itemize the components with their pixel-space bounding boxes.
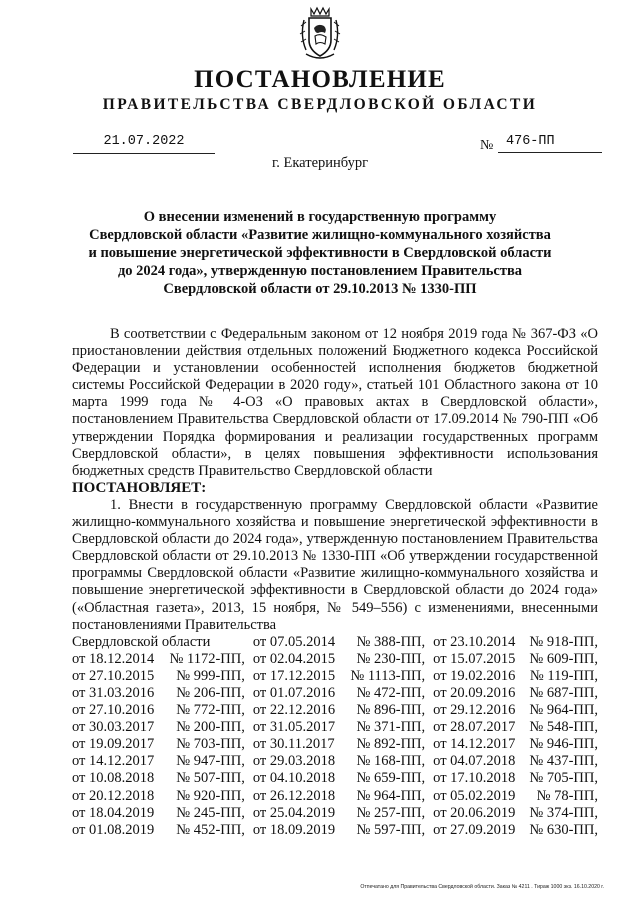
decree-date: от 20.12.2018 bbox=[72, 787, 155, 804]
decree-date: от 28.07.2017 bbox=[433, 719, 516, 736]
decree-date: от 01.07.2016 bbox=[252, 684, 336, 701]
decree-date: от 14.12.2017 bbox=[72, 753, 155, 770]
document-number-field bbox=[498, 131, 602, 153]
decree-date: от 27.10.2016 bbox=[72, 702, 155, 719]
decree-number: № 687-ПП, bbox=[529, 684, 598, 701]
decree-row bbox=[72, 805, 598, 822]
decree-date: от 05.02.2019 bbox=[433, 787, 516, 804]
decree-number: № 705-ПП, bbox=[529, 770, 598, 787]
decree-number: № 200-ПП, bbox=[176, 719, 245, 736]
decree-row bbox=[72, 702, 598, 719]
decree-date: от 31.03.2016 bbox=[72, 684, 155, 701]
decree-number: № 548-ПП, bbox=[529, 719, 598, 736]
decree-number: № 371-ПП, bbox=[356, 719, 426, 736]
document-body bbox=[72, 326, 598, 839]
title-line: Свердловской области от 29.10.2013 № 1330-ПП bbox=[163, 281, 477, 297]
decree-number: № 920-ПП, bbox=[176, 787, 245, 804]
decree-number: № 507-ПП, bbox=[176, 770, 245, 787]
print-note: Отпечатано для Правительства Свердловской области. Заказ № 4211 . Тираж 1000 экз. 16.10.2020 г. bbox=[360, 884, 604, 890]
decree-number: № 999-ПП, bbox=[176, 667, 245, 684]
decree-date: от 27.09.2019 bbox=[433, 821, 516, 838]
decree-date: от 23.10.2014 bbox=[433, 633, 516, 650]
decree-date: от 18.04.2019 bbox=[72, 804, 155, 821]
decree-date: от 25.04.2019 bbox=[252, 804, 336, 821]
decree-number: № 1113-ПП, bbox=[350, 667, 426, 684]
decree-number: № 452-ПП, bbox=[176, 821, 245, 838]
decree-row bbox=[72, 788, 598, 805]
decree-row bbox=[72, 668, 598, 685]
decree-number: № 1172-ПП, bbox=[169, 650, 245, 667]
decree-date: от 04.10.2018 bbox=[252, 770, 336, 787]
decree-date: от 10.08.2018 bbox=[72, 770, 155, 787]
decree-date: от 26.12.2018 bbox=[252, 787, 336, 804]
decree-list bbox=[72, 634, 598, 839]
decree-date: от 19.02.2016 bbox=[433, 667, 516, 684]
decree-date: от 18.09.2019 bbox=[252, 821, 336, 838]
document-title bbox=[80, 208, 560, 298]
decree-prefix: Свердловской области bbox=[72, 633, 211, 650]
decree-number: № 946-ПП, bbox=[529, 736, 598, 753]
issuer-heading: ПРАВИТЕЛЬСТВА СВЕРДЛОВСКОЙ ОБЛАСТИ bbox=[102, 96, 538, 113]
decree-date: от 07.05.2014 bbox=[252, 633, 336, 650]
decree-date: от 18.12.2014 bbox=[72, 650, 155, 667]
decree-number: № 168-ПП, bbox=[356, 753, 426, 770]
decree-number: № 597-ПП, bbox=[356, 821, 426, 838]
resolve-word: ПОСТАНОВЛЯЕТ: bbox=[72, 479, 207, 496]
decree-number: № 245-ПП, bbox=[176, 804, 245, 821]
document-number: 476-ПП bbox=[506, 134, 555, 149]
decree-row bbox=[72, 634, 598, 651]
decree-date: от 15.07.2015 bbox=[433, 650, 516, 667]
document-type-heading: ПОСТАНОВЛЕНИЕ bbox=[194, 66, 446, 93]
title-line: О внесении изменений в государственную программу bbox=[143, 209, 497, 225]
number-sign: № bbox=[480, 138, 494, 153]
decree-date: от 30.03.2017 bbox=[72, 719, 155, 736]
decree-number: № 630-ПП, bbox=[529, 821, 598, 838]
decree-row bbox=[72, 651, 598, 668]
decree-number: № 257-ПП, bbox=[356, 804, 426, 821]
decree-number: № 896-ПП, bbox=[356, 702, 426, 719]
decree-number: № 964-ПП, bbox=[356, 787, 426, 804]
decree-number: № 230-ПП, bbox=[356, 650, 426, 667]
decree-row bbox=[72, 770, 598, 787]
preamble-paragraph: В соответствии с Федеральным законом от 12 ноября 2019 года № 367-ФЗ «О приостановлении действия отдельных положений Бюджетного кодекса Российской Федерации и установлении особенностей исполнения бюджетов бюджетной системы Российской Федерации в 2020 году», статьей 101 Областного закона от 10 марта 1999 года № 4-ОЗ «О правовых актах в Свердловской области», постановлением Правительства Свердловской области от 17.09.2014 № 790-ПП «Об утверждении Порядка формирования и реализации государственных программ Свердловской области», в целях повышения эффективности использования бюджетных средств Правительство Свердловской области bbox=[72, 326, 598, 479]
document-date-field bbox=[73, 131, 215, 154]
city-line: г. Екатеринбург bbox=[271, 155, 369, 171]
decree-date: от 27.10.2015 bbox=[72, 667, 155, 684]
decree-number: № 78-ПП, bbox=[536, 787, 598, 804]
decree-number: № 947-ПП, bbox=[176, 753, 245, 770]
decree-date: от 29.12.2016 bbox=[433, 702, 516, 719]
decree-date: от 20.09.2016 bbox=[433, 684, 516, 701]
decree-date: от 17.12.2015 bbox=[252, 667, 336, 684]
decree-number: № 374-ПП, bbox=[529, 804, 598, 821]
decree-date: от 29.03.2018 bbox=[252, 753, 336, 770]
decree-row bbox=[72, 736, 598, 753]
decree-number: № 918-ПП, bbox=[529, 633, 598, 650]
decree-number: № 388-ПП, bbox=[356, 633, 426, 650]
decree-row bbox=[72, 822, 598, 839]
decree-date: от 31.05.2017 bbox=[252, 719, 336, 736]
decree-date: от 02.04.2015 bbox=[252, 650, 336, 667]
decree-date: от 01.08.2019 bbox=[72, 821, 155, 838]
decree-number: № 609-ПП, bbox=[529, 650, 598, 667]
decree-number: № 119-ПП, bbox=[529, 667, 598, 684]
decree-number: № 703-ПП, bbox=[176, 736, 245, 753]
decree-row bbox=[72, 753, 598, 770]
document-date: 21.07.2022 bbox=[103, 134, 185, 149]
sverdlovsk-coat-of-arms-icon bbox=[296, 6, 344, 62]
title-line: Свердловской области «Развитие жилищно-коммунального хозяйства bbox=[89, 227, 551, 243]
decree-date: от 19.09.2017 bbox=[72, 736, 155, 753]
decree-number: № 892-ПП, bbox=[356, 736, 426, 753]
decree-number: № 659-ПП, bbox=[356, 770, 426, 787]
decree-date: от 22.12.2016 bbox=[252, 702, 336, 719]
decree-date: от 17.10.2018 bbox=[433, 770, 516, 787]
decree-row bbox=[72, 719, 598, 736]
decree-date: от 30.11.2017 bbox=[252, 736, 335, 753]
decree-date: от 04.07.2018 bbox=[433, 753, 516, 770]
title-line: и повышение энергетической эффективности в Свердловской области bbox=[88, 245, 552, 261]
decree-date: от 20.06.2019 bbox=[433, 804, 516, 821]
decree-row bbox=[72, 685, 598, 702]
title-line: до 2024 года», утвержденную постановлением Правительства bbox=[117, 263, 523, 279]
decree-number: № 772-ПП, bbox=[176, 702, 245, 719]
decree-number: № 964-ПП, bbox=[529, 702, 598, 719]
decree-number: № 206-ПП, bbox=[176, 684, 245, 701]
decree-number: № 472-ПП, bbox=[356, 684, 426, 701]
decree-number: № 437-ПП, bbox=[529, 753, 598, 770]
decree-date: от 14.12.2017 bbox=[433, 736, 516, 753]
item-1-paragraph: 1. Внести в государственную программу Свердловской области «Развитие жилищно-коммунального хозяйства и повышение энергетической эффективности в Свердловской области до 2024 года», утвержденную постановлением Правительства Свердловской области от 29.10.2013 № 1330-ПП «Об утверждении государственной программы Свердловской области «Развитие жилищно-коммунального хозяйства и повышение энергетической эффективности в Свердловской области до 2024 года» («Областная газета», 2013, 15 ноября, № 549–556) с изменениями, внесенными постановлениями Правительства bbox=[72, 496, 598, 633]
